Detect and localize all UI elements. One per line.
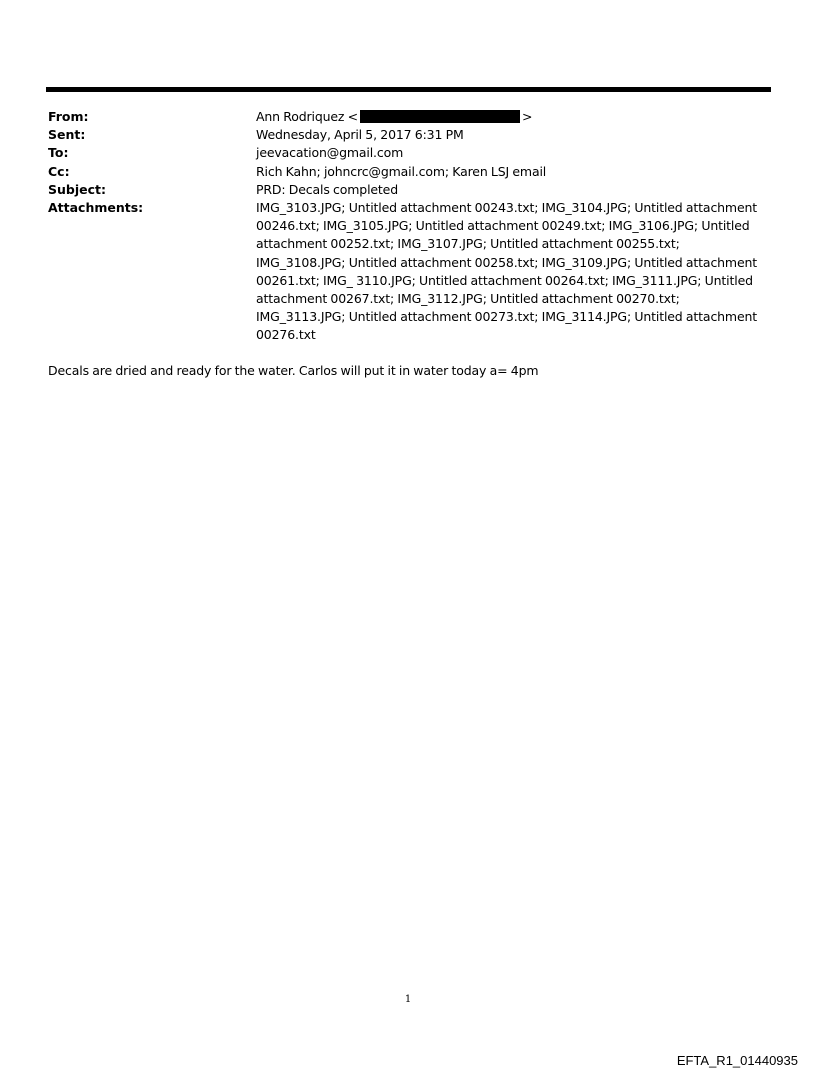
to-row xyxy=(48,144,758,162)
to-value: jeevacation@gmail.com xyxy=(256,145,404,161)
sent-label: Sent: xyxy=(48,127,86,143)
redaction-bar xyxy=(360,110,520,123)
sender-name: Ann Rodriquez < xyxy=(256,109,358,124)
to-label: To: xyxy=(48,145,69,161)
email-body: Decals are dried and ready for the water. Carlos will put it in water today a= 4pm xyxy=(48,363,539,378)
document-id: EFTA_R1_01440935 xyxy=(676,1053,798,1068)
cc-row xyxy=(48,163,758,181)
email-header xyxy=(48,108,758,345)
subject-value: PRD: Decals completed xyxy=(256,181,399,197)
sender-close: > xyxy=(522,109,533,124)
sent-value: Wednesday, April 5, 2017 6:31 PM xyxy=(256,127,464,143)
subject-row xyxy=(48,181,758,199)
from-label: From: xyxy=(48,109,89,124)
from-row xyxy=(48,108,758,126)
attachments-row xyxy=(48,199,758,345)
page-number: 1 xyxy=(404,994,412,1005)
attachments-value: IMG_3103.JPG; Untitled attachment 00243.txt; IMG_3104.JPG; Untitled attachment 00246.txt; IMG_3105.JPG; Untitled attachment 00249.txt; IMG_3106.JPG; Untitled attachment 00252.txt; IMG_3107.JPG; Untitled attachment 00255.txt; IMG_3108.JPG; Untitled attachment 00258.txt; IMG_3109.JPG; Untitled attachment 00261.txt; IMG_ 3110.JPG; Untitled attachment 00264.txt; IMG_3111.JPG; Untitled attachment 00267.txt; IMG_3112.JPG; Untitled attachment 00270.txt; IMG_3113.JPG; Untitled attachment 00273.txt; IMG_3114.JPG; Untitled attachment 00276.txt xyxy=(256,200,758,343)
sent-row xyxy=(48,126,758,144)
header-divider xyxy=(46,87,771,92)
cc-label: Cc: xyxy=(48,163,70,179)
from-value xyxy=(256,108,758,126)
cc-value: Rich Kahn; johncrc@gmail.com; Karen LSJ email xyxy=(256,163,547,179)
attachments-label: Attachments: xyxy=(48,200,144,216)
subject-label: Subject: xyxy=(48,181,106,197)
